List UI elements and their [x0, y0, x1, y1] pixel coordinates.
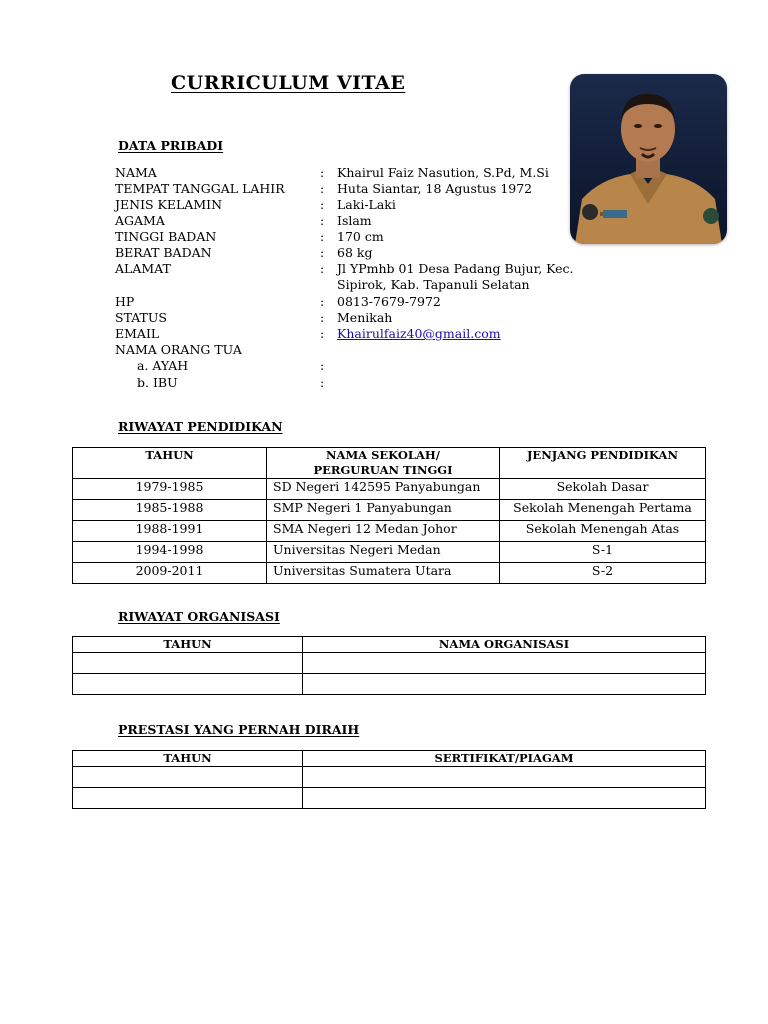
achievement-table	[72, 750, 706, 809]
table-row	[73, 500, 706, 521]
field-label: NAMA ORANG TUA	[115, 342, 242, 357]
field-label: NAMA	[115, 165, 157, 180]
organization-table	[72, 636, 706, 695]
header-jenjang: JENJANG PENDIDIKAN	[500, 448, 706, 479]
field-label: BERAT BADAN	[115, 245, 212, 260]
field-value: Huta Siantar, 18 Agustus 1972	[337, 181, 533, 196]
field-colon: :	[320, 326, 325, 341]
header-tahun: TAHUN	[73, 448, 267, 479]
personal-data-row	[115, 165, 585, 181]
cell-tahun: 2009-2011	[73, 563, 267, 584]
field-label: JENIS KELAMIN	[115, 197, 223, 212]
header-sertifikat: SERTIFIKAT/PIAGAM	[303, 751, 706, 767]
field-label: a. AYAH	[137, 358, 189, 373]
header-nama-sekolah	[267, 448, 500, 479]
field-value: Menikah	[337, 310, 393, 325]
field-colon: :	[320, 310, 325, 325]
table-cell	[303, 788, 706, 809]
table-cell	[303, 653, 706, 674]
field-colon: :	[320, 245, 325, 260]
cell-tahun: 1994-1998	[73, 542, 267, 563]
table-cell	[73, 788, 303, 809]
field-colon: :	[320, 294, 325, 309]
personal-data-row	[115, 326, 585, 342]
field-label: AGAMA	[115, 213, 165, 228]
field-colon: :	[320, 165, 325, 180]
personal-data-row	[115, 229, 585, 245]
table-cell	[73, 767, 303, 788]
field-value: Jl YPmhb 01 Desa Padang Bujur, Kec.	[337, 261, 574, 276]
cell-jenjang: Sekolah Menengah Pertama	[500, 500, 706, 521]
personal-data-row	[115, 245, 585, 261]
cell-tahun: 1988-1991	[73, 521, 267, 542]
field-label: STATUS	[115, 310, 167, 325]
table-row	[73, 521, 706, 542]
table-header-row	[73, 448, 706, 479]
field-value: 0813-7679-7972	[337, 294, 441, 309]
education-table	[72, 447, 706, 584]
cell-nama-sekolah: Universitas Sumatera Utara	[267, 563, 500, 584]
table-cell	[303, 767, 706, 788]
email-link[interactable]: Khairulfaiz40@gmail.com	[337, 326, 501, 341]
field-colon: :	[320, 261, 325, 276]
header-tahun: TAHUN	[73, 637, 303, 653]
section-heading-riwayat-pendidikan: RIWAYAT PENDIDIKAN	[118, 419, 283, 434]
cell-nama-sekolah: SMA Negeri 12 Medan Johor	[267, 521, 500, 542]
field-label: b. IBU	[137, 375, 178, 390]
header-nama-sekolah-line2: PERGURUAN TINGGI	[313, 463, 453, 477]
section-heading-prestasi: PRESTASI YANG PERNAH DIRAIH	[118, 722, 360, 737]
personal-data-row	[115, 261, 585, 292]
table-row	[73, 674, 706, 695]
cell-tahun: 1979-1985	[73, 479, 267, 500]
field-colon: :	[320, 197, 325, 212]
field-label: TEMPAT TANGGAL LAHIR	[115, 181, 285, 196]
cell-jenjang: S-2	[500, 563, 706, 584]
field-value: Islam	[337, 213, 372, 228]
table-row	[73, 479, 706, 500]
cell-jenjang: Sekolah Dasar	[500, 479, 706, 500]
personal-data-row	[115, 342, 585, 358]
field-label: EMAIL	[115, 326, 160, 341]
field-value: 68 kg	[337, 245, 373, 260]
cell-jenjang: S-1	[500, 542, 706, 563]
field-value: Laki-Laki	[337, 197, 396, 212]
personal-data-row	[115, 310, 585, 326]
table-cell	[303, 674, 706, 695]
personal-data-row	[115, 181, 585, 197]
section-heading-riwayat-organisasi: RIWAYAT ORGANISASI	[118, 609, 280, 624]
field-colon: :	[320, 181, 325, 196]
profile-photo	[570, 74, 727, 244]
header-nama-sekolah-line1: NAMA SEKOLAH/	[326, 448, 440, 462]
field-label: HP	[115, 294, 135, 309]
field-label: ALAMAT	[115, 261, 171, 276]
field-value: 170 cm	[337, 229, 384, 244]
cell-jenjang: Sekolah Menengah Atas	[500, 521, 706, 542]
table-row	[73, 767, 706, 788]
personal-data-row	[115, 358, 585, 374]
table-row	[73, 788, 706, 809]
table-row	[73, 563, 706, 584]
personal-data-row	[115, 375, 585, 391]
table-cell	[73, 653, 303, 674]
field-colon: :	[320, 229, 325, 244]
personal-data-row	[115, 213, 585, 229]
field-label: TINGGI BADAN	[115, 229, 217, 244]
personal-data-row	[115, 197, 585, 213]
cell-nama-sekolah: SMP Negeri 1 Panyabungan	[267, 500, 500, 521]
table-header-row	[73, 751, 706, 767]
cell-nama-sekolah: SD Negeri 142595 Panyabungan	[267, 479, 500, 500]
table-row	[73, 653, 706, 674]
header-tahun: TAHUN	[73, 751, 303, 767]
table-cell	[73, 674, 303, 695]
table-row	[73, 542, 706, 563]
field-colon: :	[320, 213, 325, 228]
field-colon: :	[320, 375, 325, 390]
table-header-row	[73, 637, 706, 653]
page-title: CURRICULUM VITAE	[171, 72, 406, 94]
personal-data-row	[115, 294, 585, 310]
field-colon: :	[320, 358, 325, 373]
header-nama-organisasi: NAMA ORGANISASI	[303, 637, 706, 653]
field-value-line2: Sipirok, Kab. Tapanuli Selatan	[337, 277, 530, 292]
cell-tahun: 1985-1988	[73, 500, 267, 521]
field-value: Khairul Faiz Nasution, S.Pd, M.Si	[337, 165, 549, 180]
cell-nama-sekolah: Universitas Negeri Medan	[267, 542, 500, 563]
section-heading-data-pribadi: DATA PRIBADI	[118, 138, 224, 153]
